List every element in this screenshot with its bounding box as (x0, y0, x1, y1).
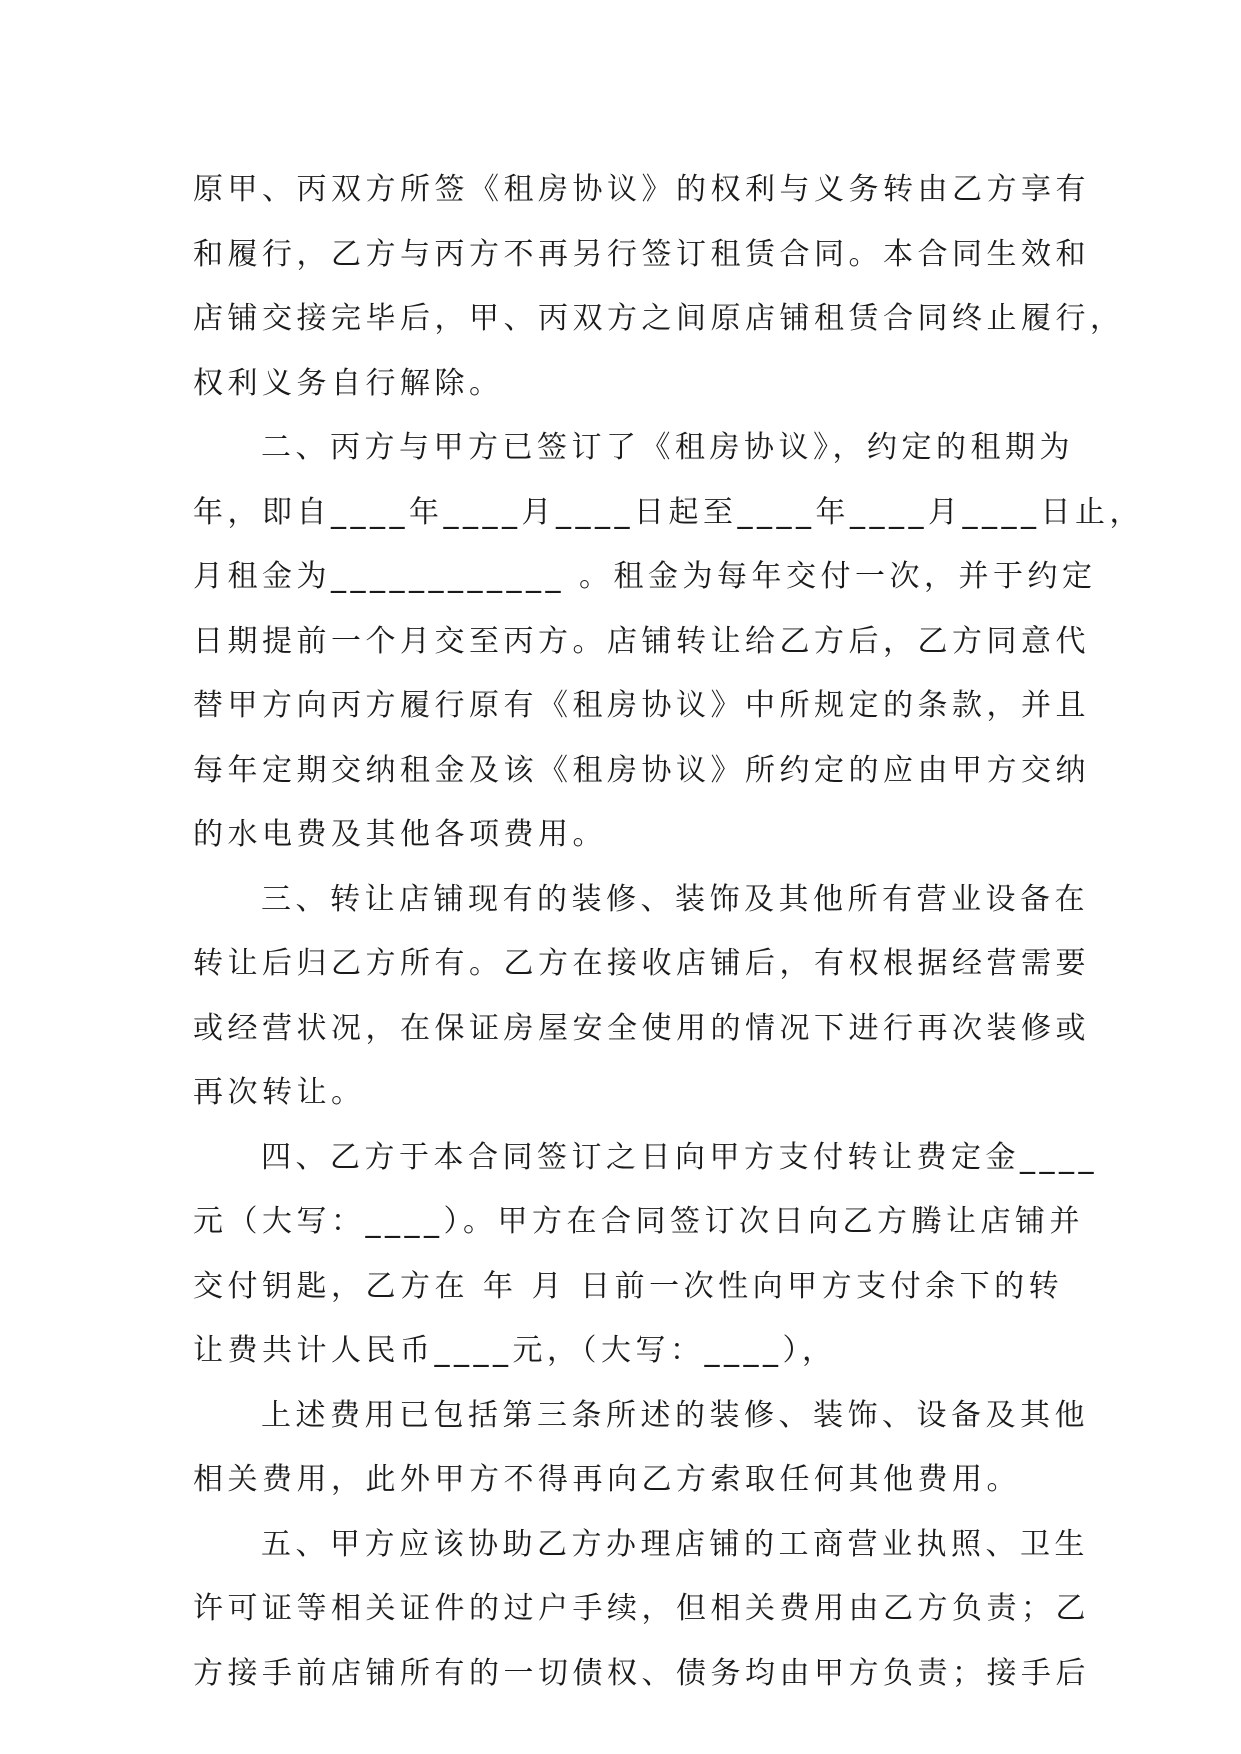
text-line: 原甲、丙双方所签《租房协议》的权利与义务转由乙方享有 (193, 172, 1090, 207)
text-line: 月租金为____________ 。租金为每年交付一次，并于约定 (193, 559, 1097, 594)
clause-3-first-line: 三、转让店铺现有的装修、装饰及其他所有营业设备在 (261, 881, 1089, 917)
text-line: 的水电费及其他各项费用。 (193, 817, 607, 852)
text-line: 或经营状况，在保证房屋安全使用的情况下进行再次装修或 (193, 1010, 1090, 1046)
text-line: 相关费用，此外甲方不得再向乙方索取任何其他费用。 (193, 1462, 1021, 1497)
text-line: 许可证等相关证件的过户手续，但相关费用由乙方负责；乙 (193, 1591, 1090, 1626)
text-line: 日期提前一个月交至丙方。店铺转让给乙方后，乙方同意代 (193, 623, 1090, 659)
clause-4-first-line: 四、乙方于本合同签订之日向甲方支付转让费定金____ (261, 1139, 1098, 1175)
text-line: 年，即自____年____月____日起至____年____月____日止， (193, 494, 1144, 530)
text-line: 和履行，乙方与丙方不再另行签订租赁合同。本合同生效和 (193, 236, 1090, 272)
text-line: 每年定期交纳租金及该《租房协议》所约定的应由甲方交纳 (193, 752, 1090, 788)
text-line: 再次转让。 (193, 1075, 366, 1110)
text-line: 转让后归乙方所有。乙方在接收店铺后，有权根据经营需要 (193, 946, 1090, 981)
text-line: 让费共计人民币____元，（大写：____）， (193, 1333, 837, 1368)
clause-2-first-line: 二、丙方与甲方已签订了《租房协议》，约定的租期为 (261, 430, 1074, 465)
text-line: 权利义务自行解除。 (193, 365, 504, 401)
clause-5-first-line: 五、甲方应该协助乙方办理店铺的工商营业执照、卫生 (261, 1526, 1089, 1562)
contract-body-text (193, 158, 1144, 1706)
text-line: 店铺交接完毕后，甲、丙双方之间原店铺租赁合同终止履行， (193, 301, 1125, 336)
text-line: 元（大写：____）。甲方在合同签订次日向乙方腾让店铺并 (193, 1204, 1084, 1239)
text-line: 替甲方向丙方履行原有《租房协议》中所规定的条款，并且 (193, 688, 1090, 723)
text-line: 方接手前店铺所有的一切债权、债务均由甲方负责；接手后 (193, 1655, 1090, 1691)
fee-note-first-line: 上述费用已包括第三条所述的装修、装饰、设备及其他 (261, 1397, 1089, 1433)
text-line: 交付钥匙，乙方在 年 月 日前一次性向甲方支付余下的转 (193, 1268, 1064, 1304)
